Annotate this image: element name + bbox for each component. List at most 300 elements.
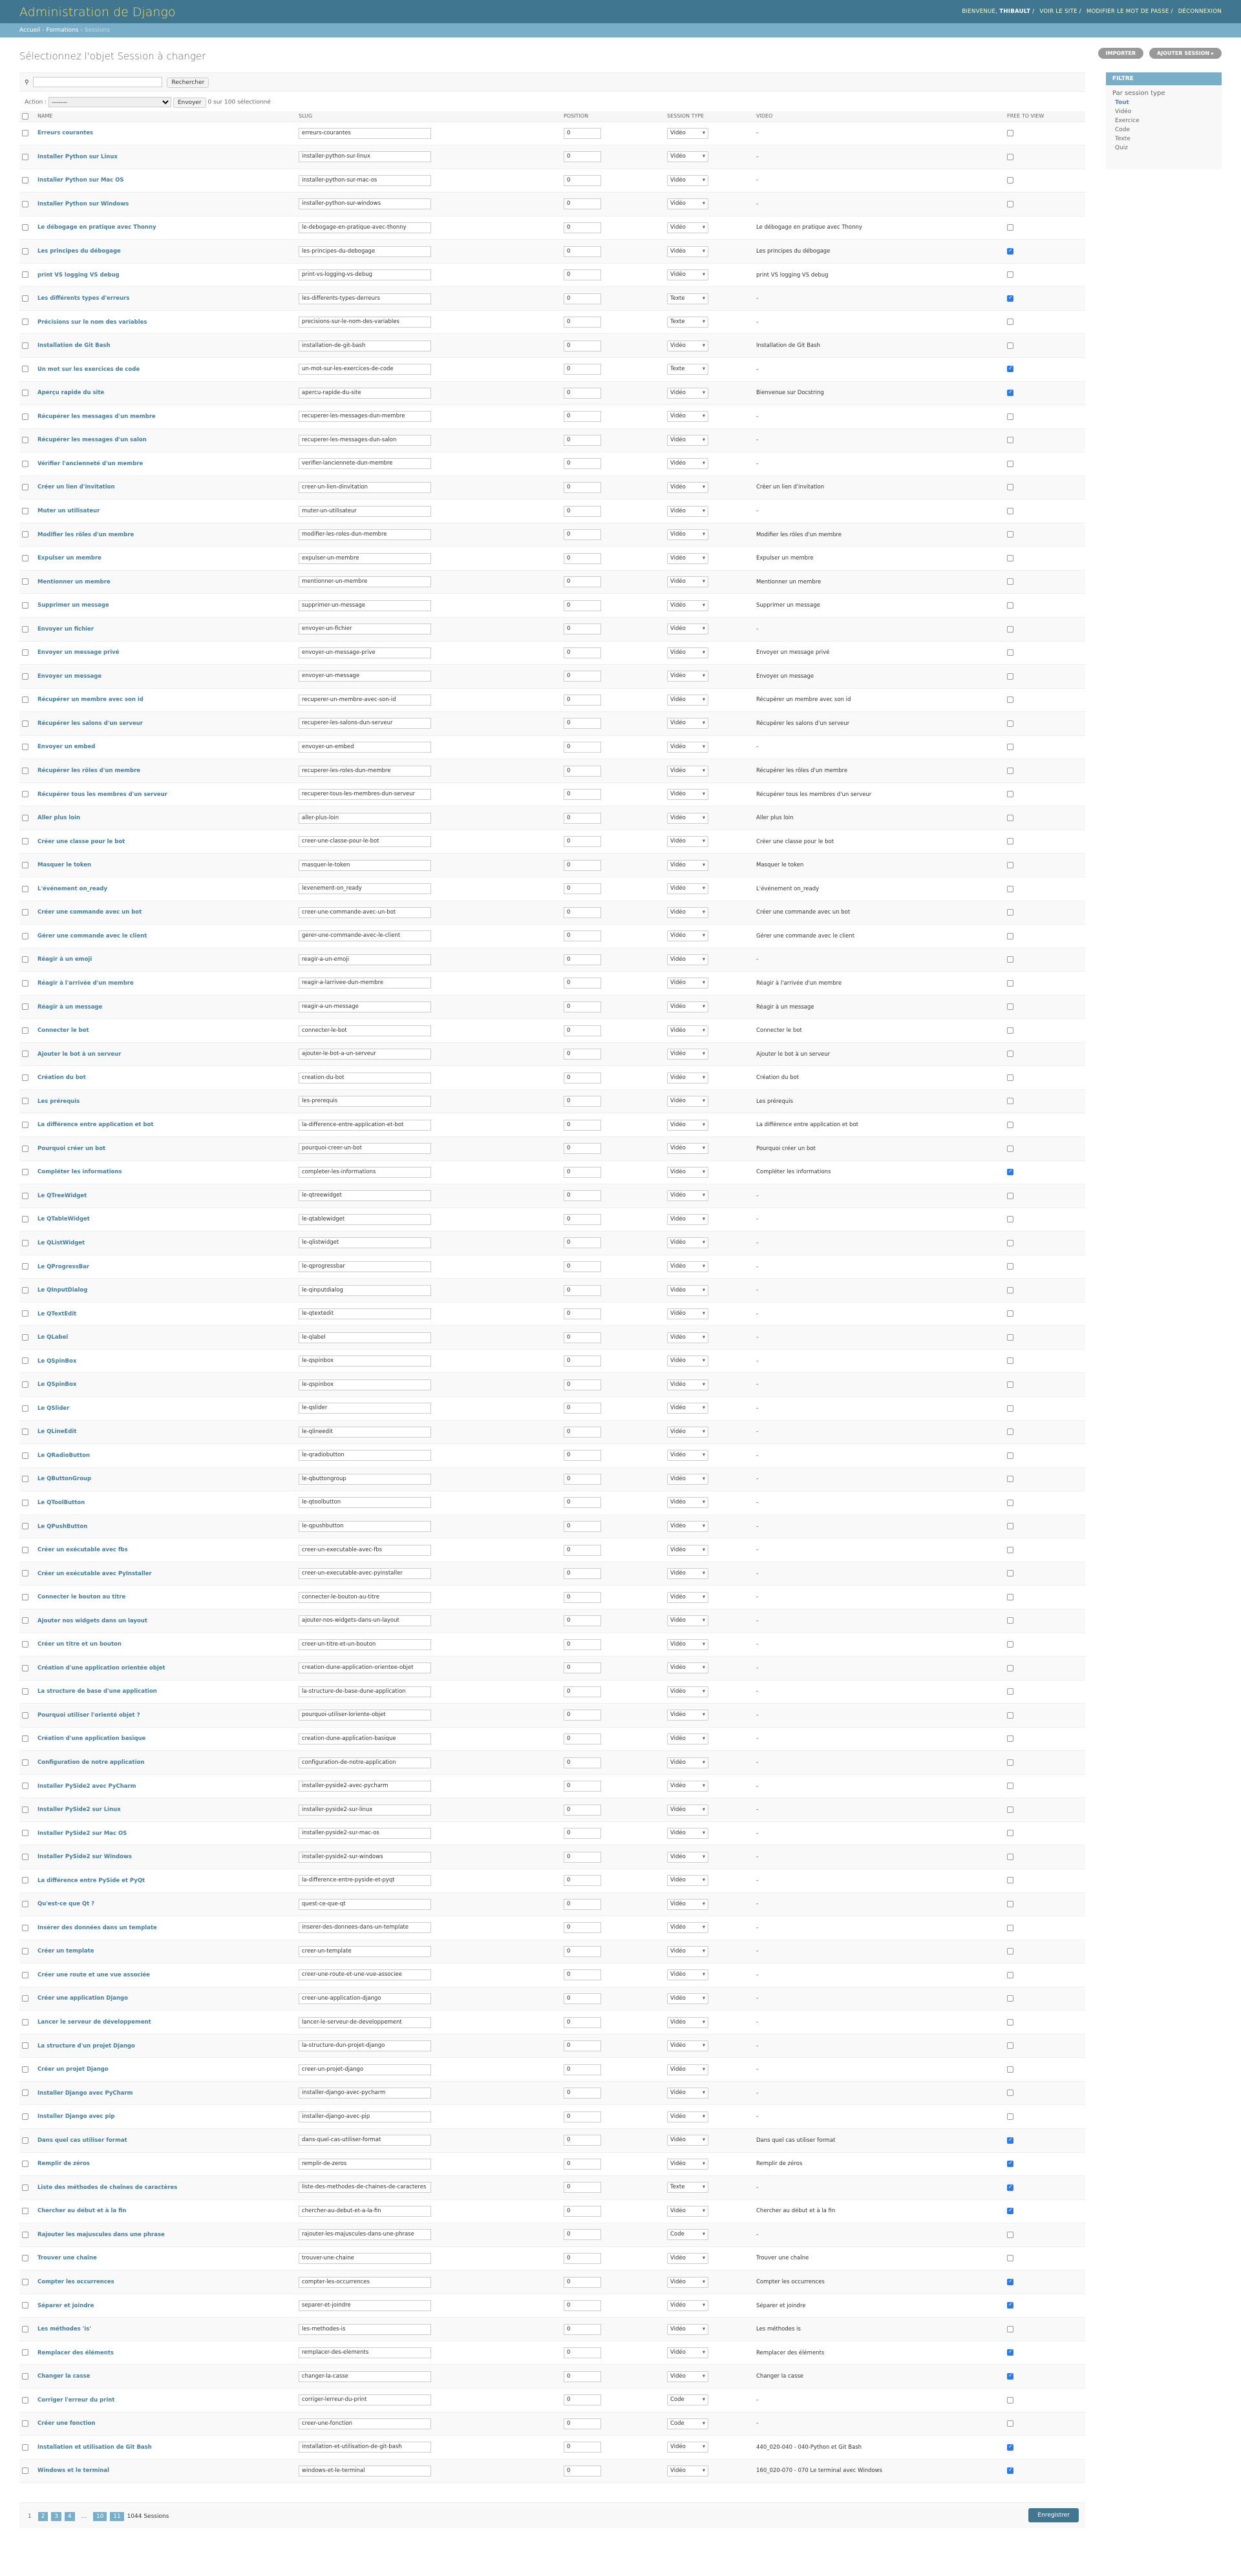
row-checkbox[interactable] <box>22 2373 28 2380</box>
free-to-view-checkbox[interactable] <box>1007 1003 1013 1010</box>
session-type-select[interactable]: Vidéo ▾ <box>667 198 708 209</box>
row-checkbox[interactable] <box>22 1381 28 1388</box>
position-input[interactable]: 0 <box>564 2253 601 2264</box>
row-checkbox[interactable] <box>22 2042 28 2049</box>
session-type-select[interactable]: Vidéo ▾ <box>667 647 708 658</box>
position-input[interactable]: 0 <box>564 482 601 493</box>
free-to-view-checkbox[interactable] <box>1007 2349 1013 2356</box>
free-to-view-checkbox[interactable] <box>1007 980 1013 987</box>
logout-link[interactable]: DÉCONNEXION <box>1178 8 1222 15</box>
change-password-link[interactable]: MODIFIER LE MOT DE PASSE <box>1086 8 1169 15</box>
session-type-select[interactable]: Vidéo ▾ <box>667 954 708 965</box>
row-checkbox[interactable] <box>22 1995 28 2002</box>
slug-input[interactable]: recuperer-tous-les-membres-dun-serveur <box>299 789 431 800</box>
page-link[interactable]: 3 <box>51 2512 61 2521</box>
session-name-link[interactable]: Connecter le bouton au titre <box>37 1594 126 1601</box>
session-type-select[interactable]: Vidéo ▾ <box>667 1757 708 1768</box>
position-input[interactable]: 0 <box>564 1805 601 1816</box>
free-to-view-checkbox[interactable] <box>1007 791 1013 797</box>
slug-input[interactable]: la-structure-dun-projet-django <box>299 2040 431 2051</box>
row-checkbox[interactable] <box>22 1641 28 1648</box>
session-name-link[interactable]: La structure d'un projet Django <box>37 2042 135 2049</box>
session-name-link[interactable]: Le débogage en pratique avec Thonny <box>37 224 156 231</box>
filter-option[interactable]: Vidéo <box>1115 109 1132 115</box>
free-to-view-checkbox[interactable] <box>1007 2279 1013 2285</box>
free-to-view-checkbox[interactable] <box>1007 1925 1013 1931</box>
position-input[interactable]: 0 <box>564 2394 601 2405</box>
position-input[interactable]: 0 <box>564 2159 601 2170</box>
free-to-view-checkbox[interactable] <box>1007 909 1013 916</box>
slug-input[interactable]: envoyer-un-message <box>299 671 431 682</box>
row-checkbox[interactable] <box>22 130 28 136</box>
free-to-view-checkbox[interactable] <box>1007 1523 1013 1529</box>
row-checkbox[interactable] <box>22 2349 28 2356</box>
session-name-link[interactable]: Création d'une application orientée objet <box>37 1664 165 1671</box>
position-input[interactable]: 0 <box>564 388 601 399</box>
free-to-view-checkbox[interactable] <box>1007 224 1013 231</box>
slug-input[interactable]: recuperer-un-membre-avec-son-id <box>299 695 431 706</box>
session-name-link[interactable]: Installer PySide2 sur Mac OS <box>37 1830 127 1837</box>
free-to-view-checkbox[interactable] <box>1007 177 1013 183</box>
row-checkbox[interactable] <box>22 1405 28 1412</box>
slug-input[interactable]: creer-un-projet-django <box>299 2064 431 2075</box>
session-type-select[interactable]: Vidéo ▾ <box>667 789 708 800</box>
row-checkbox[interactable] <box>22 1570 28 1576</box>
row-checkbox[interactable] <box>22 626 28 633</box>
row-checkbox[interactable] <box>22 1594 28 1600</box>
session-type-select[interactable]: Vidéo ▾ <box>667 2300 708 2311</box>
session-name-link[interactable]: Créer un exécutable avec PyInstaller <box>37 1570 152 1577</box>
position-input[interactable]: 0 <box>564 2442 601 2453</box>
slug-input[interactable]: corriger-lerreur-du-print <box>299 2394 431 2405</box>
row-checkbox[interactable] <box>22 248 28 255</box>
free-to-view-checkbox[interactable] <box>1007 2444 1013 2451</box>
row-checkbox[interactable] <box>22 201 28 207</box>
session-name-link[interactable]: Installer Python sur Linux <box>37 153 118 160</box>
row-checkbox[interactable] <box>22 862 28 868</box>
column-header-slug[interactable]: SLUG <box>296 111 561 121</box>
free-to-view-checkbox[interactable] <box>1007 1146 1013 1152</box>
row-checkbox[interactable] <box>22 1193 28 1199</box>
row-checkbox[interactable] <box>22 366 28 372</box>
free-to-view-checkbox[interactable] <box>1007 1901 1013 1907</box>
slug-input[interactable]: separer-et-joindre <box>299 2300 431 2311</box>
free-to-view-checkbox[interactable] <box>1007 366 1013 372</box>
session-type-select[interactable]: Vidéo ▾ <box>667 2442 708 2453</box>
free-to-view-checkbox[interactable] <box>1007 1783 1013 1789</box>
slug-input[interactable]: ajouter-le-bot-a-un-serveur <box>299 1049 431 1060</box>
position-input[interactable]: 0 <box>564 789 601 800</box>
position-input[interactable]: 0 <box>564 1615 601 1626</box>
slug-input[interactable]: envoyer-un-fichier <box>299 623 431 634</box>
slug-input[interactable]: creer-une-commande-avec-un-bot <box>299 907 431 918</box>
free-to-view-checkbox[interactable] <box>1007 531 1013 538</box>
session-name-link[interactable]: Récupérer un membre avec son id <box>37 696 143 704</box>
position-input[interactable]: 0 <box>564 1427 601 1438</box>
free-to-view-checkbox[interactable] <box>1007 1287 1013 1293</box>
breadcrumb-app[interactable]: Formations <box>46 27 79 34</box>
row-checkbox[interactable] <box>22 1452 28 1459</box>
session-type-select[interactable]: Vidéo ▾ <box>667 1710 708 1721</box>
free-to-view-checkbox[interactable] <box>1007 2467 1013 2474</box>
position-input[interactable]: 0 <box>564 2418 601 2429</box>
slug-input[interactable]: print-vs-logging-vs-debug <box>299 269 431 280</box>
row-checkbox[interactable] <box>22 1901 28 1907</box>
session-name-link[interactable]: Séparer et joindre <box>37 2302 94 2309</box>
free-to-view-checkbox[interactable] <box>1007 2397 1013 2403</box>
position-input[interactable]: 0 <box>564 2206 601 2217</box>
slug-input[interactable]: installer-python-sur-windows <box>299 198 431 209</box>
slug-input[interactable]: recuperer-les-messages-dun-membre <box>299 411 431 422</box>
row-checkbox[interactable] <box>22 1074 28 1081</box>
session-type-select[interactable]: Vidéo ▾ <box>667 175 708 186</box>
slug-input[interactable]: changer-la-casse <box>299 2371 431 2382</box>
free-to-view-checkbox[interactable] <box>1007 1594 1013 1600</box>
position-input[interactable]: 0 <box>564 718 601 729</box>
free-to-view-checkbox[interactable] <box>1007 271 1013 278</box>
session-type-select[interactable]: Code ▾ <box>667 2418 708 2429</box>
free-to-view-checkbox[interactable] <box>1007 1216 1013 1222</box>
session-type-select[interactable]: Vidéo ▾ <box>667 1852 708 1863</box>
position-input[interactable]: 0 <box>564 506 601 517</box>
session-type-select[interactable]: Vidéo ▾ <box>667 1308 708 1319</box>
position-input[interactable]: 0 <box>564 1710 601 1721</box>
position-input[interactable]: 0 <box>564 1096 601 1107</box>
session-type-select[interactable]: Vidéo ▾ <box>667 1521 708 1532</box>
slug-input[interactable]: installer-pyside2-avec-pycharm <box>299 1781 431 1792</box>
slug-input[interactable]: installation-et-utilisation-de-git-bash <box>299 2442 431 2453</box>
session-type-select[interactable]: Vidéo ▾ <box>667 1379 708 1390</box>
slug-input[interactable]: installer-pyside2-sur-linux <box>299 1805 431 1816</box>
slug-input[interactable]: installer-pyside2-sur-windows <box>299 1852 431 1863</box>
row-checkbox[interactable] <box>22 1146 28 1152</box>
row-checkbox[interactable] <box>22 319 28 325</box>
row-checkbox[interactable] <box>22 1216 28 1222</box>
slug-input[interactable]: le-qspinbox <box>299 1356 431 1367</box>
free-to-view-checkbox[interactable] <box>1007 2184 1013 2191</box>
session-type-select[interactable]: Vidéo ▾ <box>667 1781 708 1792</box>
position-input[interactable]: 0 <box>564 647 601 658</box>
slug-input[interactable]: creer-un-titre-et-un-bouton <box>299 1639 431 1650</box>
position-input[interactable]: 0 <box>564 1308 601 1319</box>
session-type-select[interactable]: Vidéo ▾ <box>667 836 708 847</box>
free-to-view-checkbox[interactable] <box>1007 1500 1013 1506</box>
slug-input[interactable]: lancer-le-serveur-de-developpement <box>299 2017 431 2028</box>
position-input[interactable]: 0 <box>564 883 601 894</box>
position-input[interactable]: 0 <box>564 742 601 753</box>
slug-input[interactable]: reagir-a-larrivee-dun-membre <box>299 978 431 989</box>
free-to-view-checkbox[interactable] <box>1007 956 1013 963</box>
session-type-select[interactable]: Vidéo ▾ <box>667 340 708 351</box>
row-checkbox[interactable] <box>22 1429 28 1435</box>
row-checkbox[interactable] <box>22 414 28 420</box>
session-name-link[interactable]: Aperçu rapide du site <box>37 390 105 397</box>
session-name-link[interactable]: Créer une application Django <box>37 1995 128 2002</box>
session-type-select[interactable]: Vidéo ▾ <box>667 1190 708 1201</box>
row-checkbox[interactable] <box>22 720 28 727</box>
position-input[interactable]: 0 <box>564 1875 601 1886</box>
session-type-select[interactable]: Vidéo ▾ <box>667 2064 708 2075</box>
slug-input[interactable]: windows-et-le-terminal <box>299 2466 431 2477</box>
row-checkbox[interactable] <box>22 508 28 514</box>
session-type-select[interactable]: Vidéo ▾ <box>667 1049 708 1060</box>
session-name-link[interactable]: Créer un template <box>37 1948 94 1955</box>
session-type-select[interactable]: Vidéo ▾ <box>667 2017 708 2028</box>
view-site-link[interactable]: VOIR LE SITE <box>1039 8 1077 15</box>
slug-input[interactable]: creer-une-route-et-une-vue-associee <box>299 1969 431 1980</box>
row-checkbox[interactable] <box>22 673 28 680</box>
row-checkbox[interactable] <box>22 1948 28 1954</box>
session-name-link[interactable]: Remplir de zéros <box>37 2161 90 2168</box>
session-type-select[interactable]: Vidéo ▾ <box>667 1615 708 1626</box>
row-checkbox[interactable] <box>22 1665 28 1671</box>
session-name-link[interactable]: Compléter les informations <box>37 1169 122 1176</box>
position-input[interactable]: 0 <box>564 1662 601 1673</box>
free-to-view-checkbox[interactable] <box>1007 1547 1013 1553</box>
slug-input[interactable]: reagir-a-un-message <box>299 1001 431 1012</box>
row-checkbox[interactable] <box>22 390 28 396</box>
free-to-view-checkbox[interactable] <box>1007 2232 1013 2238</box>
free-to-view-checkbox[interactable] <box>1007 578 1013 585</box>
position-input[interactable]: 0 <box>564 1379 601 1390</box>
slug-input[interactable]: levenement-on_ready <box>299 883 431 894</box>
slug-input[interactable]: configuration-de-notre-application <box>299 1757 431 1768</box>
session-name-link[interactable]: Modifier les rôles d'un membre <box>37 531 134 538</box>
slug-input[interactable]: liste-des-methodes-de-chaines-de-caracteres <box>299 2182 431 2193</box>
free-to-view-checkbox[interactable] <box>1007 1995 1013 2002</box>
row-checkbox[interactable] <box>22 1310 28 1317</box>
session-name-link[interactable]: Changer la casse <box>37 2373 90 2380</box>
slug-input[interactable]: le-qslider <box>299 1403 431 1414</box>
session-type-select[interactable]: Vidéo ▾ <box>667 2466 708 2477</box>
position-input[interactable]: 0 <box>564 1332 601 1343</box>
session-name-link[interactable]: Erreurs courantes <box>37 130 94 137</box>
position-input[interactable]: 0 <box>564 1025 601 1036</box>
session-name-link[interactable]: Installer PySide2 sur Windows <box>37 1854 132 1861</box>
row-checkbox[interactable] <box>22 909 28 916</box>
session-type-select[interactable]: Vidéo ▾ <box>667 482 708 493</box>
column-header-video[interactable]: VIDEO <box>754 111 1004 121</box>
position-input[interactable]: 0 <box>564 128 601 139</box>
row-checkbox[interactable] <box>22 696 28 703</box>
session-name-link[interactable]: Supprimer un message <box>37 602 109 609</box>
free-to-view-checkbox[interactable] <box>1007 1759 1013 1766</box>
position-input[interactable]: 0 <box>564 1757 601 1768</box>
row-checkbox[interactable] <box>22 1759 28 1766</box>
session-name-link[interactable]: Le QSlider <box>37 1405 70 1412</box>
slug-input[interactable]: envoyer-un-message-prive <box>299 647 431 658</box>
session-name-link[interactable]: Connecter le bot <box>37 1027 89 1034</box>
free-to-view-checkbox[interactable] <box>1007 2089 1013 2096</box>
row-checkbox[interactable] <box>22 1877 28 1883</box>
session-type-select[interactable]: Vidéo ▾ <box>667 1073 708 1084</box>
position-input[interactable]: 0 <box>564 2111 601 2122</box>
row-checkbox[interactable] <box>22 2302 28 2309</box>
session-type-select[interactable]: Vidéo ▾ <box>667 1969 708 1980</box>
session-name-link[interactable]: L'événement on_ready <box>37 885 108 892</box>
free-to-view-checkbox[interactable] <box>1007 2113 1013 2120</box>
free-to-view-checkbox[interactable] <box>1007 1452 1013 1459</box>
free-to-view-checkbox[interactable] <box>1007 2042 1013 2049</box>
session-type-select[interactable]: Vidéo ▾ <box>667 1285 708 1296</box>
row-checkbox[interactable] <box>22 1523 28 1529</box>
session-type-select[interactable]: Vidéo ▾ <box>667 2253 708 2264</box>
session-type-select[interactable]: Vidéo ▾ <box>667 718 708 729</box>
free-to-view-checkbox[interactable] <box>1007 768 1013 774</box>
session-name-link[interactable]: Installation et utilisation de Git Bash <box>37 2444 152 2451</box>
position-input[interactable]: 0 <box>564 435 601 446</box>
free-to-view-checkbox[interactable] <box>1007 1476 1013 1482</box>
free-to-view-checkbox[interactable] <box>1007 201 1013 207</box>
breadcrumb-home[interactable]: Accueil <box>19 27 41 34</box>
free-to-view-checkbox[interactable] <box>1007 1830 1013 1836</box>
session-name-link[interactable]: Réagir à un message <box>37 1003 103 1011</box>
row-checkbox[interactable] <box>22 1263 28 1270</box>
slug-input[interactable]: gerer-une-commande-avec-le-client <box>299 930 431 941</box>
position-input[interactable]: 0 <box>564 1001 601 1012</box>
row-checkbox[interactable] <box>22 956 28 963</box>
row-checkbox[interactable] <box>22 1169 28 1175</box>
session-type-select[interactable]: Vidéo ▾ <box>667 1733 708 1744</box>
position-input[interactable]: 0 <box>564 1568 601 1579</box>
slug-input[interactable]: le-qinputdialog <box>299 1285 431 1296</box>
session-name-link[interactable]: Trouver une chaîne <box>37 2255 97 2262</box>
row-checkbox[interactable] <box>22 2113 28 2120</box>
session-type-select[interactable]: Vidéo ▾ <box>667 435 708 446</box>
row-checkbox[interactable] <box>22 1476 28 1482</box>
session-type-select[interactable]: Vidéo ▾ <box>667 1875 708 1886</box>
session-type-select[interactable]: Vidéo ▾ <box>667 766 708 777</box>
session-name-link[interactable]: Gérer une commande avec le client <box>37 932 147 939</box>
slug-input[interactable]: la-difference-entre-pyside-et-pyqt <box>299 1875 431 1886</box>
slug-input[interactable]: la-structure-de-base-dune-application <box>299 1686 431 1697</box>
session-type-select[interactable]: Vidéo ▾ <box>667 623 708 634</box>
free-to-view-checkbox[interactable] <box>1007 414 1013 420</box>
session-type-select[interactable]: Vidéo ▾ <box>667 1686 708 1697</box>
session-name-link[interactable]: Envoyer un embed <box>37 744 96 751</box>
session-type-select[interactable]: Vidéo ▾ <box>667 246 708 257</box>
position-input[interactable]: 0 <box>564 907 601 918</box>
slug-input[interactable]: les-methodes-is <box>299 2324 431 2335</box>
free-to-view-checkbox[interactable] <box>1007 1570 1013 1576</box>
session-type-select[interactable]: Vidéo ▾ <box>667 1592 708 1603</box>
position-input[interactable]: 0 <box>564 2182 601 2193</box>
slug-input[interactable]: le-qlistwidget <box>299 1237 431 1248</box>
position-input[interactable]: 0 <box>564 1686 601 1697</box>
free-to-view-checkbox[interactable] <box>1007 1357 1013 1364</box>
slug-input[interactable]: verifier-lanciennete-dun-membre <box>299 458 431 469</box>
position-input[interactable]: 0 <box>564 766 601 777</box>
free-to-view-checkbox[interactable] <box>1007 390 1013 396</box>
session-name-link[interactable]: print VS logging VS debug <box>37 271 120 278</box>
row-checkbox[interactable] <box>22 1003 28 1010</box>
position-input[interactable]: 0 <box>564 2017 601 2028</box>
position-input[interactable]: 0 <box>564 411 601 422</box>
session-name-link[interactable]: La structure de base d'une application <box>37 1688 157 1695</box>
session-type-select[interactable]: Vidéo ▾ <box>667 2347 708 2358</box>
session-type-select[interactable]: Code ▾ <box>667 2394 708 2405</box>
filter-option[interactable]: Tout <box>1115 99 1129 106</box>
slug-input[interactable]: le-qlabel <box>299 1332 431 1343</box>
slug-input[interactable]: recuperer-les-messages-dun-salon <box>299 435 431 446</box>
slug-input[interactable]: le-qbuttongroup <box>299 1474 431 1485</box>
session-name-link[interactable]: Créer une classe pour le bot <box>37 838 125 845</box>
position-input[interactable]: 0 <box>564 1049 601 1060</box>
column-header-free[interactable]: FREE TO VIEW <box>1004 111 1085 121</box>
session-name-link[interactable]: La différence entre PySide et PyQt <box>37 1877 145 1884</box>
position-input[interactable]: 0 <box>564 1214 601 1225</box>
row-checkbox[interactable] <box>22 2208 28 2214</box>
session-name-link[interactable]: Rajouter les majuscules dans une phrase <box>37 2231 165 2238</box>
slug-input[interactable]: modifier-les-roles-dun-membre <box>299 529 431 540</box>
filter-option[interactable]: Code <box>1115 127 1130 133</box>
row-checkbox[interactable] <box>22 555 28 561</box>
slug-input[interactable]: les-principes-du-debogage <box>299 246 431 257</box>
position-input[interactable]: 0 <box>564 1545 601 1556</box>
position-input[interactable]: 0 <box>564 1167 601 1178</box>
session-name-link[interactable]: Récupérer les messages d'un salon <box>37 437 147 444</box>
slug-input[interactable]: creer-un-executable-avec-fbs <box>299 1545 431 1556</box>
row-checkbox[interactable] <box>22 768 28 774</box>
slug-input[interactable]: precisions-sur-le-nom-des-variables <box>299 317 431 328</box>
session-type-select[interactable]: Vidéo ▾ <box>667 388 708 399</box>
position-input[interactable]: 0 <box>564 978 601 989</box>
session-type-select[interactable]: Vidéo ▾ <box>667 1001 708 1012</box>
session-type-select[interactable]: Vidéo ▾ <box>667 1474 708 1485</box>
slug-input[interactable]: creer-une-classe-pour-le-bot <box>299 836 431 847</box>
free-to-view-checkbox[interactable] <box>1007 437 1013 443</box>
free-to-view-checkbox[interactable] <box>1007 1641 1013 1648</box>
slug-input[interactable]: installer-pyside2-sur-mac-os <box>299 1828 431 1839</box>
session-type-select[interactable]: Texte ▾ <box>667 364 708 375</box>
position-input[interactable]: 0 <box>564 1592 601 1603</box>
session-type-select[interactable]: Vidéo ▾ <box>667 1143 708 1154</box>
slug-input[interactable]: recuperer-les-roles-dun-membre <box>299 766 431 777</box>
slug-input[interactable]: le-qtablewidget <box>299 1214 431 1225</box>
session-type-select[interactable]: Vidéo ▾ <box>667 1805 708 1816</box>
column-header-position[interactable]: POSITION <box>561 111 664 121</box>
row-checkbox[interactable] <box>22 461 28 467</box>
free-to-view-checkbox[interactable] <box>1007 484 1013 490</box>
free-to-view-checkbox[interactable] <box>1007 1405 1013 1412</box>
session-type-select[interactable]: Texte ▾ <box>667 293 708 304</box>
slug-input[interactable]: ajouter-nos-widgets-dans-un-layout <box>299 1615 431 1626</box>
session-name-link[interactable]: Le QTextEdit <box>37 1310 77 1317</box>
free-to-view-checkbox[interactable] <box>1007 2161 1013 2167</box>
session-name-link[interactable]: Windows et le terminal <box>37 2467 110 2475</box>
free-to-view-checkbox[interactable] <box>1007 130 1013 136</box>
session-name-link[interactable]: Chercher au début et à la fin <box>37 2208 127 2215</box>
row-checkbox[interactable] <box>22 744 28 750</box>
session-name-link[interactable]: Envoyer un fichier <box>37 625 94 633</box>
slug-input[interactable]: connecter-le-bouton-au-titre <box>299 1592 431 1603</box>
column-header-name[interactable]: NAME <box>35 111 296 121</box>
session-name-link[interactable]: Le QPushButton <box>37 1523 88 1530</box>
slug-input[interactable]: creer-un-lien-dinvitation <box>299 482 431 493</box>
slug-input[interactable]: installer-django-avec-pip <box>299 2111 431 2122</box>
slug-input[interactable]: remplacer-des-elements <box>299 2347 431 2358</box>
session-name-link[interactable]: Récupérer les salons d'un serveur <box>37 720 143 727</box>
session-name-link[interactable]: Envoyer un message <box>37 673 102 680</box>
position-input[interactable]: 0 <box>564 1899 601 1910</box>
position-input[interactable]: 0 <box>564 317 601 328</box>
free-to-view-checkbox[interactable] <box>1007 1735 1013 1742</box>
filter-option[interactable]: Quiz <box>1115 145 1129 151</box>
session-type-select[interactable]: Vidéo ▾ <box>667 1993 708 2004</box>
row-checkbox[interactable] <box>22 271 28 278</box>
session-type-select[interactable]: Vidéo ▾ <box>667 529 708 540</box>
position-input[interactable]: 0 <box>564 1497 601 1508</box>
